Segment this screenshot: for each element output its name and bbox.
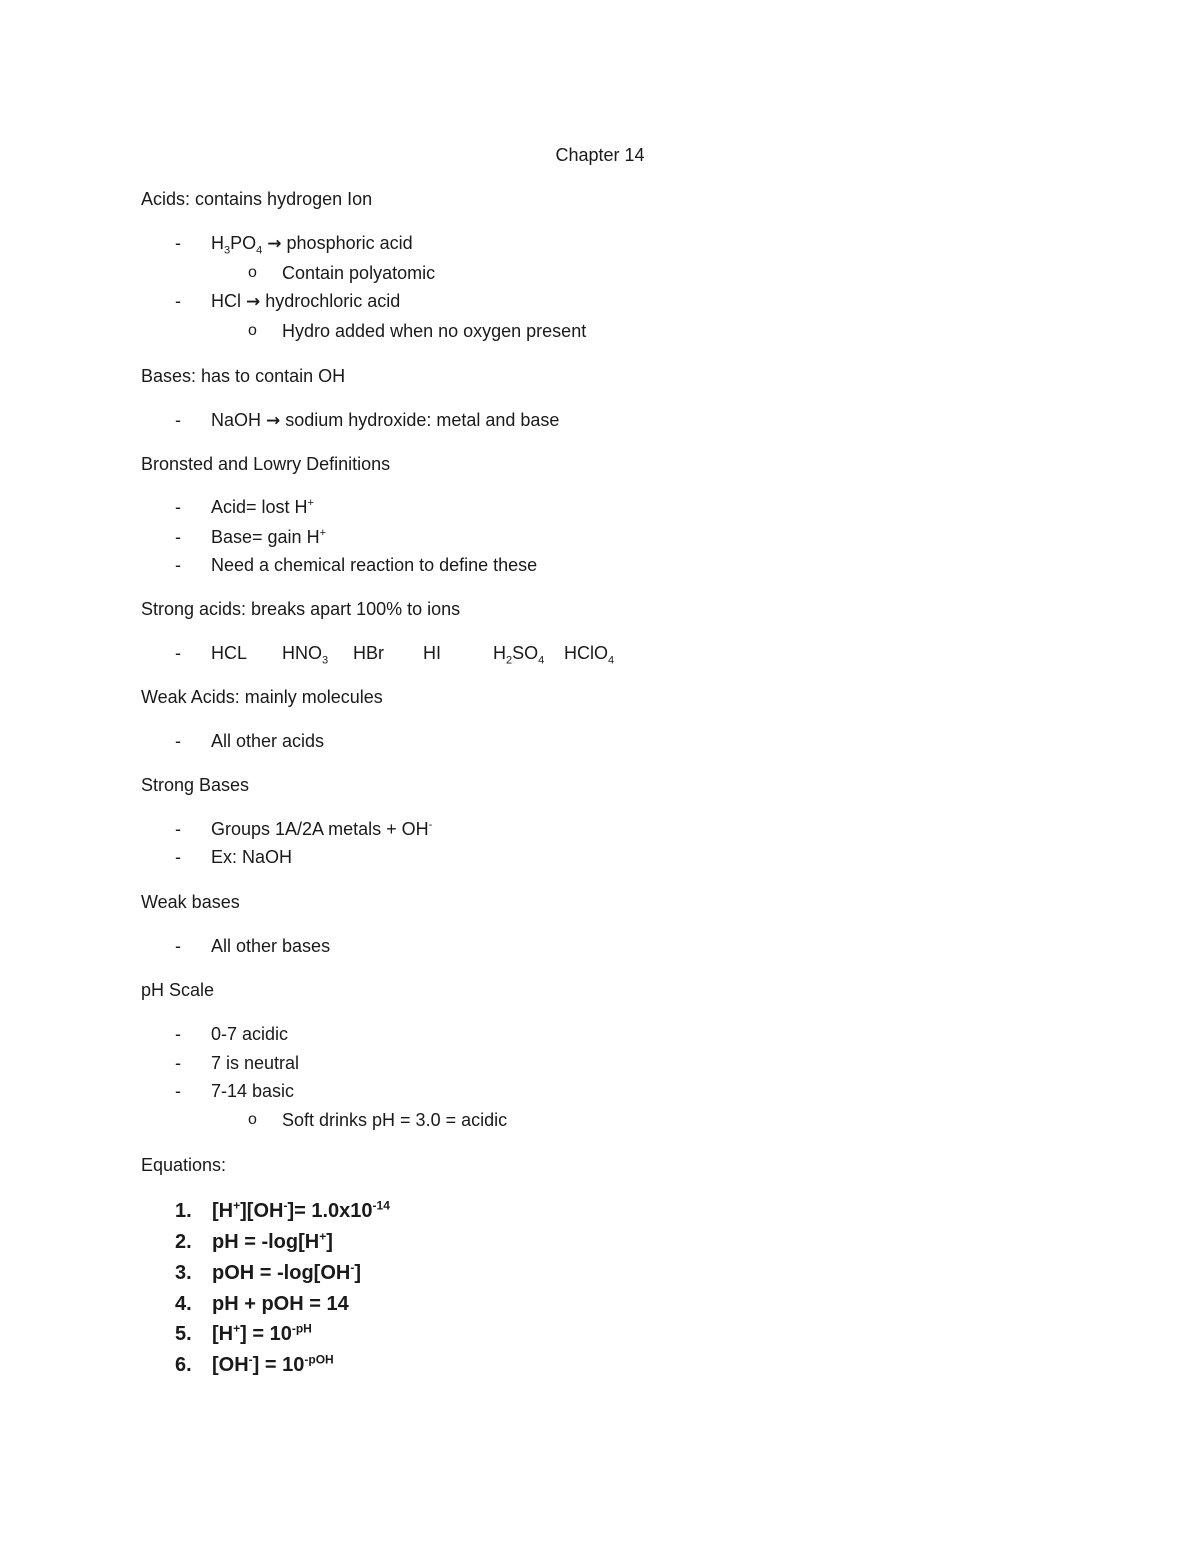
weak-acids-heading: Weak Acids: mainly molecules bbox=[141, 687, 383, 707]
dash-bullet: - bbox=[175, 643, 181, 663]
page-title: Chapter 14 bbox=[555, 145, 645, 165]
arrow-right-icon: → bbox=[246, 292, 261, 312]
dash-bullet: - bbox=[175, 555, 181, 575]
dash-bullet: - bbox=[175, 819, 181, 839]
dash-bullet: - bbox=[175, 1024, 181, 1044]
circle-bullet-icon: o bbox=[248, 322, 257, 339]
dash-bullet: - bbox=[175, 291, 181, 311]
circle-bullet-icon: o bbox=[248, 1111, 257, 1128]
arrow-right-icon: → bbox=[267, 234, 282, 254]
strong-bases-heading: Strong Bases bbox=[141, 775, 250, 795]
item-text: $H_3PO_4$ → phosphoric acid bbox=[211, 233, 413, 257]
equations-heading: Equations: bbox=[141, 1155, 227, 1175]
circle-bullet-icon: o bbox=[248, 264, 257, 281]
arrow-right-icon: → bbox=[266, 411, 281, 431]
weak-bases-heading: Weak bases bbox=[141, 892, 240, 912]
dash-bullet: - bbox=[175, 936, 181, 956]
dash-bullet: - bbox=[175, 731, 181, 751]
dash-bullet: - bbox=[175, 527, 181, 547]
strong-acids-heading: Strong acids: breaks apart 100% to ions bbox=[141, 599, 461, 619]
bases-heading: Bases: has to contain OH bbox=[141, 366, 346, 386]
dash-bullet: - bbox=[175, 233, 181, 253]
acids-heading: Acids: contains hydrogen Ion bbox=[141, 189, 373, 209]
ph-scale-heading: pH Scale bbox=[141, 980, 215, 1000]
item-text: HCl → hydrochloric acid bbox=[211, 291, 401, 312]
dash-bullet: - bbox=[175, 497, 181, 517]
bronsted-heading: Bronsted and Lowry Definitions bbox=[141, 454, 391, 474]
dash-bullet: - bbox=[175, 1053, 181, 1073]
dash-bullet: - bbox=[175, 410, 181, 430]
dash-bullet: - bbox=[175, 847, 181, 867]
dash-bullet: - bbox=[175, 1081, 181, 1101]
document-page: Chapter 14 Acids: contains hydrogen Ion - $H_3PO_4$ → phosphoric acid o Contain polyatomic - HCl → hydrochloric acid o Hydro added when no oxygen present Bases: has to contain OH - NaOH → sodium hydroxide: metal and base Bronsted and Lowry Definitions - Acid= lost H+ - Base= gain H+ - Need a chemical reaction to define these Strong acids: breaks apart 100% to ions - HCL $HNO_3$ HBr HI $H_2SO_4$ HClO$_4$ Weak Acids: mainly molecules - All other acids Strong Bases - Groups 1A/2A metals + OH- - Ex: NaOH Weak bases - All other bases pH Scale - 0-7 acidic - 7 is neutral - 7-14 basic o Soft drinks pH = 3.0 = acidic Equations: 1. $[H^+][OH^-]= 1.0x10^{-14}$ 2. pH = -log[H+] 3. pOH = -log[OH-] 4. pH + pOH = 14 5. $[H^+] = 10^{-pH}$ 6. $[OH^-] = 10^{-pOH}$ bbox=[0, 0, 1200, 1553]
item-text: NaOH → sodium hydroxide: metal and base bbox=[211, 410, 560, 431]
